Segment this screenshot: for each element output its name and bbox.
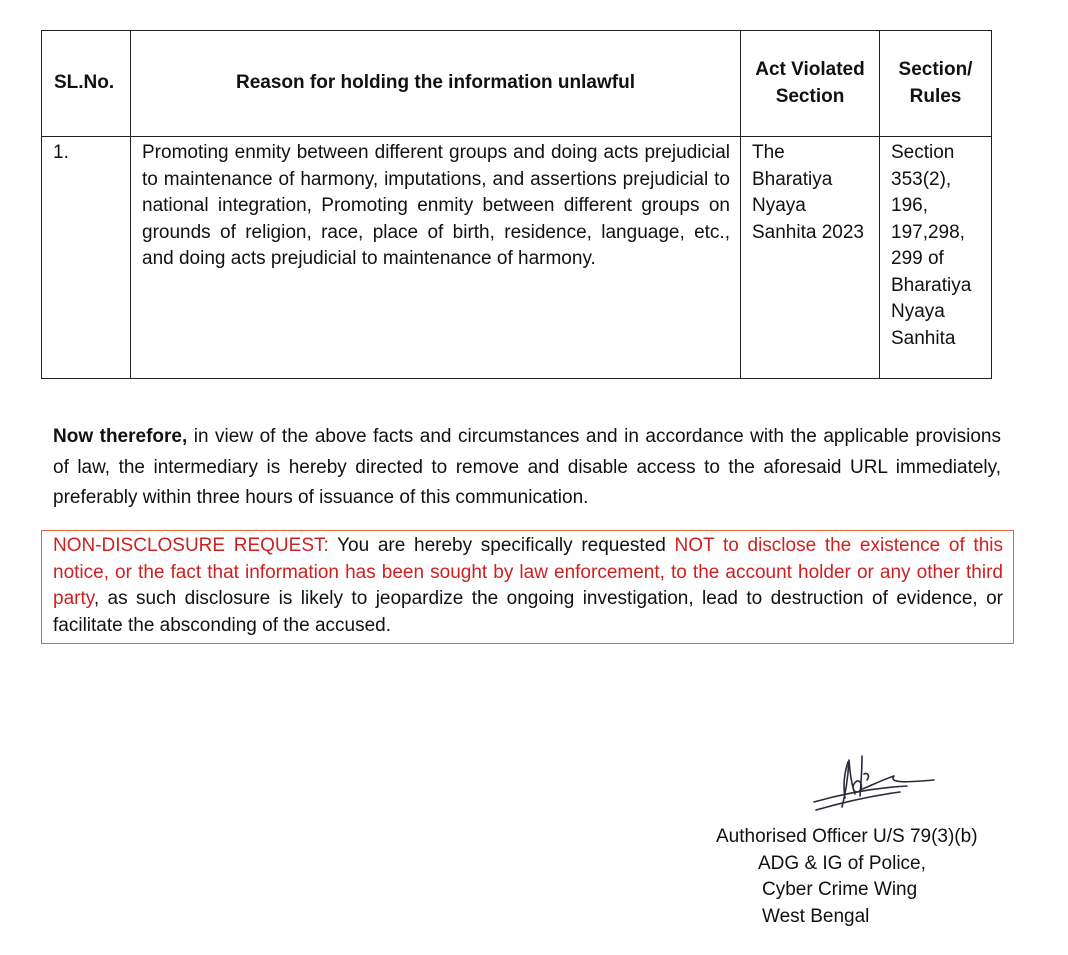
non-disclosure-highlight: NOT to disclose the existence of this notice, or the fact that information has been sought by law enforcement, to the account holder or any other third party bbox=[53, 535, 1003, 610]
table-row bbox=[42, 137, 992, 379]
header-reason: Reason for holding the information unlawful bbox=[131, 31, 741, 137]
cell-section: Section 353(2), 196, 197,298, 299 of Bharatiya Nyaya Sanhita bbox=[880, 137, 992, 379]
direction-paragraph bbox=[53, 422, 1001, 514]
signature-image bbox=[812, 752, 942, 822]
non-disclosure-text-2: , as such disclosure is likely to jeopardize the ongoing investigation, lead to destruction of evidence, or facilitate the absconding of the accused. bbox=[53, 588, 1003, 637]
non-disclosure-box bbox=[41, 530, 1014, 644]
signatory-block bbox=[716, 824, 978, 930]
table-header-row bbox=[42, 31, 992, 137]
non-disclosure-text-1: You are hereby specifically requested bbox=[328, 535, 675, 556]
header-section-rules: Section/ Rules bbox=[880, 31, 992, 137]
signatory-state: West Bengal bbox=[762, 905, 870, 927]
header-sl-no: SL.No. bbox=[42, 31, 131, 137]
direction-text: in view of the above facts and circumstances and in accordance with the applicable provisions of law, the intermediary is hereby directed to remove and disable access to the aforesaid URL immediately, preferably within three hours of issuance of this communication. bbox=[53, 426, 1001, 508]
signatory-designation: Authorised Officer U/S 79(3)(b) bbox=[716, 826, 978, 847]
violations-table bbox=[41, 30, 992, 379]
cell-act: The Bharatiya Nyaya Sanhita 2023 bbox=[741, 137, 880, 379]
direction-lead: Now therefore, bbox=[53, 426, 188, 447]
signatory-rank: ADG & IG of Police, bbox=[758, 852, 926, 874]
signatory-unit: Cyber Crime Wing bbox=[762, 879, 918, 900]
cell-reason: Promoting enmity between different groups and doing acts prejudicial to maintenance of harmony, imputations, and assertions prejudicial to national integration, Promoting enmity between different groups on grounds of religion, race, place of birth, residence, language, etc., and doing acts prejudicial to maintenance of harmony. bbox=[131, 137, 741, 379]
header-act-violated: Act Violated Section bbox=[741, 31, 880, 137]
cell-sl-no: 1. bbox=[42, 137, 131, 379]
non-disclosure-label: NON-DISCLOSURE REQUEST: bbox=[53, 535, 329, 556]
